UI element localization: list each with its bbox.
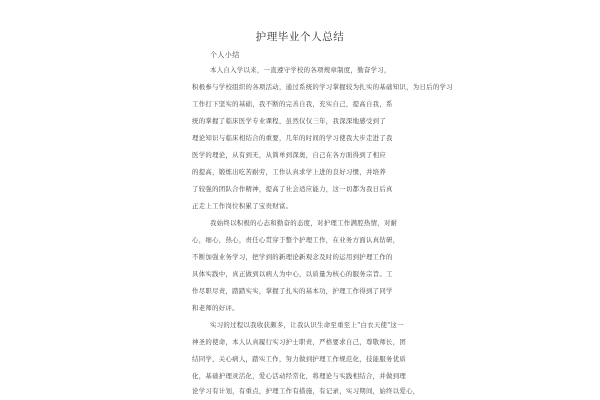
- paragraph-line: 和老师的好评。: [192, 304, 239, 312]
- paragraph-line: 我始终以积极的心态和勤奋的态度，对护理工作满腔热情，对耐: [210, 219, 398, 227]
- paragraph-line: 正走上工作岗位积累了宝贵财富。: [192, 202, 293, 210]
- paragraph-line: 神圣的使命，本人认真履行实习护士职责，严格要求自己，尊敬师长，团: [192, 338, 407, 346]
- paragraph-line: 不断加强业务学习，把学到的新理论新观念及时的运用到护理工作的: [192, 253, 393, 261]
- paragraph-line: 的提高，锻炼出吃苦耐劳，工作认真求学上进的良好习惯，并培养: [192, 168, 387, 176]
- document-title: 护理毕业个人总结: [255, 31, 345, 43]
- paragraph-line: 论学习有计划，有重点，护理工作有措施，有记录，实习期间，始终以爱心，: [192, 387, 420, 395]
- paragraph-line: 统的掌握了临床医学专业课程，虽然仅仅三年，我深深地感受到了: [192, 117, 387, 125]
- paragraph-line: 工作打下坚实的基础，我不断的完善自我，充实自己，提高自我，系: [192, 100, 393, 108]
- paragraph-line: 本人自入学以来，一直遵守学校的各项规章制度，勤奋学习，: [210, 66, 391, 74]
- paragraph-line: 了较强的团队合作精神，提高了社会适应能力，这一切都为我日后真: [192, 185, 393, 193]
- paragraph-line: 医学的理论，从有到无，从简单到深奥，自己在各方面得到了相应: [192, 151, 387, 159]
- document-subtitle: 个人小结: [210, 51, 240, 59]
- paragraph-line: 化，基础护理灵活化，爱心活动经常化，将理论与实践相结合，并做到理: [192, 372, 407, 380]
- paragraph-line: 具体实践中，真正做到以病人为中心，以质量为核心的服务宗旨。工: [192, 270, 393, 278]
- paragraph-line: 理论知识与临床相结合的重要，几年的时间的学习使我大步走进了我: [192, 134, 393, 142]
- paragraph-line: 作尽职尽责，踏踏实实，掌握了扎实的基本功，护理工作得到了同学: [192, 287, 393, 295]
- paragraph-line: 心，细心，热心，责任心贯穿于整个护理工作，在业务方面认真钻研，: [192, 236, 400, 244]
- paragraph-line: 积极参与学校组织的各项活动，通过系统的学习掌握较为扎实的基础知识，为日后的学习: [192, 83, 453, 91]
- paragraph-line: 实习的过程以我收获颇多，让我认识生命至重至上"白衣天使"这一: [210, 321, 404, 329]
- paragraph-line: 结同学，关心病人，踏实工作，努力做到护理工作规范化，技能服务优质: [192, 355, 407, 363]
